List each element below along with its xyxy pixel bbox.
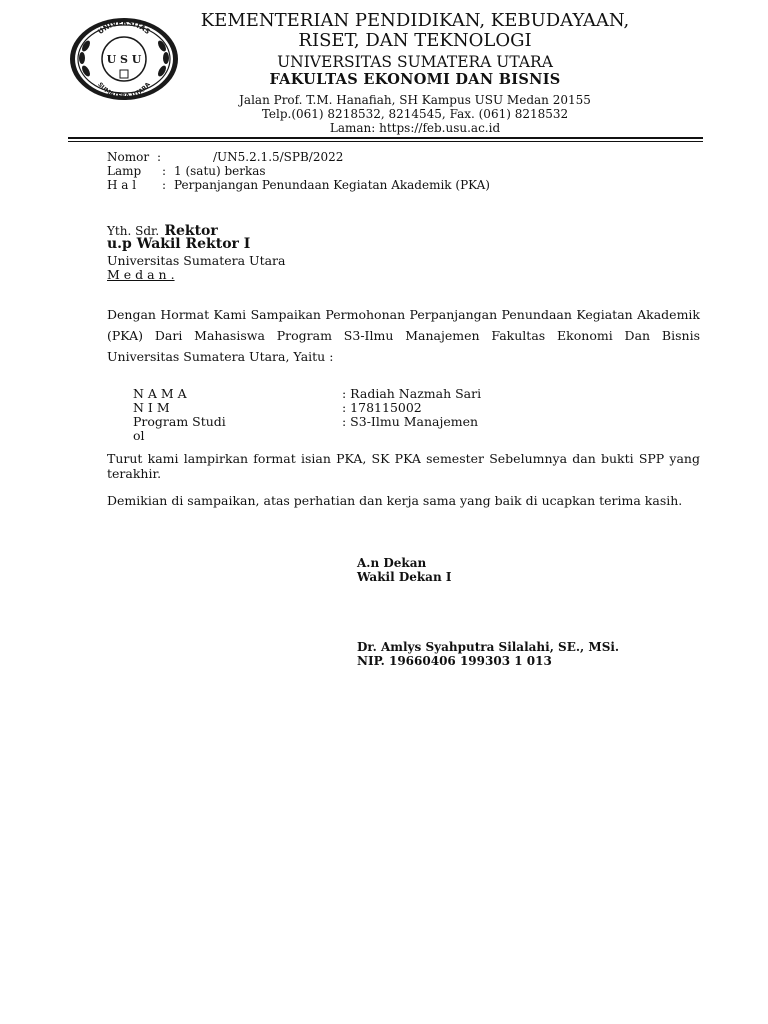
attachment-paragraph: Turut kami lampirkan format isian PKA, SK PKA semester Sebelumnya dan bukti SPP yang terakhir. [107, 451, 700, 481]
student-prodi-label: Program Studi [133, 414, 226, 429]
signature-on-behalf: A.n Dekan [357, 556, 427, 570]
faculty-name: FAKULTAS EKONOMI DAN BISNIS [269, 71, 561, 88]
signature-name: Dr. Amlys Syahputra Silalahi, SE., MSi. [357, 640, 620, 654]
nomor-label: Nomor [107, 150, 150, 164]
lamp-separator: : [162, 164, 167, 178]
student-prodi-label-cont: ol [133, 428, 145, 443]
seal-center-letters: U S U [106, 53, 142, 66]
student-name-value: : Radiah Nazmah Sari [342, 386, 482, 401]
recipient-up: u.p Wakil Rektor I [107, 236, 251, 252]
student-prodi-value: : S3-Ilmu Manajemen [342, 414, 479, 429]
hal-separator: : [162, 178, 167, 192]
nomor-value: /UN5.2.1.5/SPB/2022 [213, 150, 344, 164]
ministry-name-line1: KEMENTERIAN PENDIDIKAN, KEBUDAYAAN, [200, 10, 630, 31]
signature-nip: NIP. 19660406 199303 1 013 [357, 654, 552, 668]
ministry-name-line2: RISET, DAN TEKNOLOGI [298, 30, 532, 51]
signature-position: Wakil Dekan I [357, 570, 452, 584]
nomor-separator: : [157, 150, 162, 164]
recipient-org: Universitas Sumatera Utara [107, 253, 286, 268]
university-name: UNIVERSITAS SUMATERA UTARA [277, 53, 553, 71]
hal-value: Perpanjangan Penundaan Kegiatan Akademik (PKA) [174, 178, 490, 192]
closing-paragraph: Demikian di sampaikan, atas perhatian dan kerja sama yang baik di ucapkan terima kasih. [107, 493, 683, 508]
address-line: Jalan Prof. T.M. Hanafiah, SH Kampus USU Medan 20155 [239, 93, 591, 107]
hal-label: H a l [107, 178, 137, 192]
lamp-value: 1 (satu) berkas [174, 164, 266, 178]
student-name-label: N A M A [133, 386, 187, 401]
recipient-city: M e d a n . [107, 267, 175, 282]
student-nim-value: : 178115002 [342, 400, 422, 415]
svg-text:UNIVERSITAS: UNIVERSITAS [96, 18, 152, 37]
website-line: Laman: https://feb.usu.ac.id [329, 121, 501, 135]
student-nim-label: N I M [133, 400, 170, 415]
recipient-title: Rektor [164, 223, 218, 239]
lamp-label: Lamp [107, 164, 142, 178]
letterhead-divider-thick [68, 137, 703, 139]
recipient-greeting: Yth. Sdr. [107, 224, 160, 238]
letterhead-divider-thin [68, 141, 703, 142]
phone-line: Telp.(061) 8218532, 8214545, Fax. (061) 8218532 [261, 107, 569, 121]
svg-text:SUMATERA UTARA: SUMATERA UTARA [96, 81, 152, 101]
intro-paragraph: Dengan Hormat Kami Sampaikan Permohonan Perpanjangan Penundaan Kegiatan Akademik (PKA) Dari Mahasiswa Program S3-Ilmu Manajemen Fakultas Ekonomi Dan Bisnis Universitas Sumatera Utara, Yaitu : [107, 307, 700, 364]
